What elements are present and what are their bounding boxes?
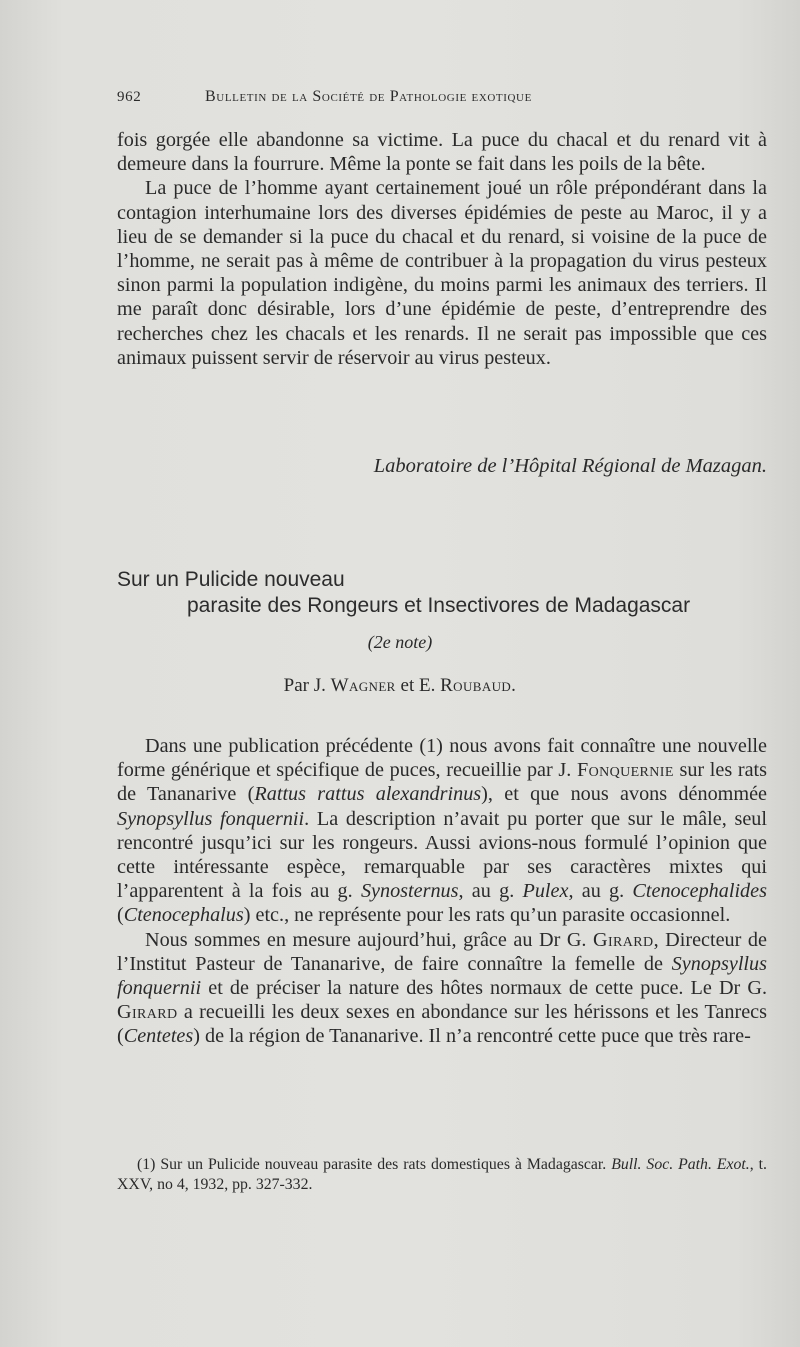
text-run: ( xyxy=(117,904,124,927)
paragraph xyxy=(117,734,767,928)
text-run: Dans une publication précédente (1) nous avons fait connaître une nouvelle forme générique et spécifique de puces, recueillie par J. xyxy=(117,735,767,782)
author-name: Roubaud. xyxy=(440,675,517,696)
byline xyxy=(0,675,800,697)
small-caps-name: Girard xyxy=(593,928,654,951)
byline-prefix: Par J. xyxy=(283,675,326,696)
text-run: et de préciser la nature des hôtes normaux de cette puce. Le Dr G. xyxy=(201,977,767,1000)
text-run: , Directeur de l’Institut Pasteur de Tananarive, de faire connaître la femelle de xyxy=(117,928,767,975)
italic-text: Synopsyllus fonquernii xyxy=(117,952,767,1000)
text-run: ) de la région de Tananarive. Il n’a rencontré cette puce que très rare- xyxy=(193,1025,751,1048)
journal-title: Bulletin de la Société de Pathologie exotique xyxy=(205,88,532,105)
text-run: ) etc., ne représente pour les rats qu’un parasite occasionnel. xyxy=(243,904,731,927)
text-run: , t. XXV, no 4, 1932, pp. 327-332. xyxy=(117,1156,767,1193)
small-caps-name: Fonquernie xyxy=(576,759,674,782)
text-run: , au g. xyxy=(568,880,633,903)
text-run: sur les rats de Tananarive ( xyxy=(117,759,767,806)
author-name: Wagner xyxy=(330,675,396,696)
text-run: (1) Sur un Pulicide nouveau parasite des rats domestiques à Madagascar. xyxy=(137,1156,612,1173)
note-label: (2e note) xyxy=(367,632,433,652)
footnote-text xyxy=(117,1155,767,1195)
italic-text: Centetes xyxy=(123,1025,194,1048)
continued-article-text xyxy=(117,128,767,370)
paragraph xyxy=(117,928,767,1049)
byline-and: et E. xyxy=(400,675,436,696)
text-run: . La description n’avait pu porter que sur le mâle, seul rencontré jusqu’ici sur les rongeurs. Aussi avions-nous formulé l’opinion que cette intéressante espèce, remarquable par ses caractères mixtes qui l’apparentent à la fois au g. xyxy=(117,807,767,903)
italic-text: Synosternus xyxy=(360,880,459,903)
article-body xyxy=(117,734,767,1049)
paragraph: fois gorgée elle abandonne sa victime. La puce du chacal et du renard vit à demeure dans la fourrure. Même la ponte se fait dans les poils de la bête. xyxy=(117,129,767,176)
laboratory-signature: Laboratoire de l’Hôpital Régional de Mazagan. xyxy=(373,455,767,477)
italic-text: Bull. Soc. Path. Exot. xyxy=(611,1156,750,1173)
italic-text: Ctenocephalides xyxy=(632,880,767,903)
italic-text: Pulex xyxy=(522,880,569,903)
paragraph: La puce de l’homme ayant certainement joué un rôle prépondérant dans la contagion interhumaine lors des diverses épidémies de peste au Maroc, il y a lieu de se demander si la puce du chacal et du renard, si voisine de la puce de l’homme, ne serait pas à même de contribuer à la propagation du virus pesteux sinon parmi la population indigène, du moins parmi les animaux des terriers. Il me paraît donc désirable, lors d’une épidémie de peste, d’entreprendre des recherches chez les chacals et les renards. Il ne serait pas impossible que ces animaux puissent servir de réservoir au virus pesteux. xyxy=(117,177,767,369)
text-run: ), et que nous avons dénommée xyxy=(481,783,767,806)
text-run: Nous sommes en mesure aujourd’hui, grâce au Dr G. xyxy=(145,928,594,951)
text-run: a recueilli les deux sexes en abondance sur les hérissons et les Tanrecs ( xyxy=(117,1001,767,1048)
italic-text: Ctenocephalus xyxy=(123,904,244,927)
italic-text: Rattus rattus alexandrinus xyxy=(254,783,482,806)
page-number: 962 xyxy=(117,89,142,105)
footnote xyxy=(117,1155,767,1195)
text-run: , au g. xyxy=(458,880,523,903)
small-caps-name: Girard xyxy=(117,1001,178,1024)
article-title-line-2: parasite des Rongeurs et Insectivores de Madagascar xyxy=(187,594,691,617)
running-header xyxy=(117,88,677,106)
italic-text: Synopsyllus fonquernii xyxy=(117,807,305,830)
article-title-line-1: Sur un Pulicide nouveau xyxy=(117,568,345,591)
